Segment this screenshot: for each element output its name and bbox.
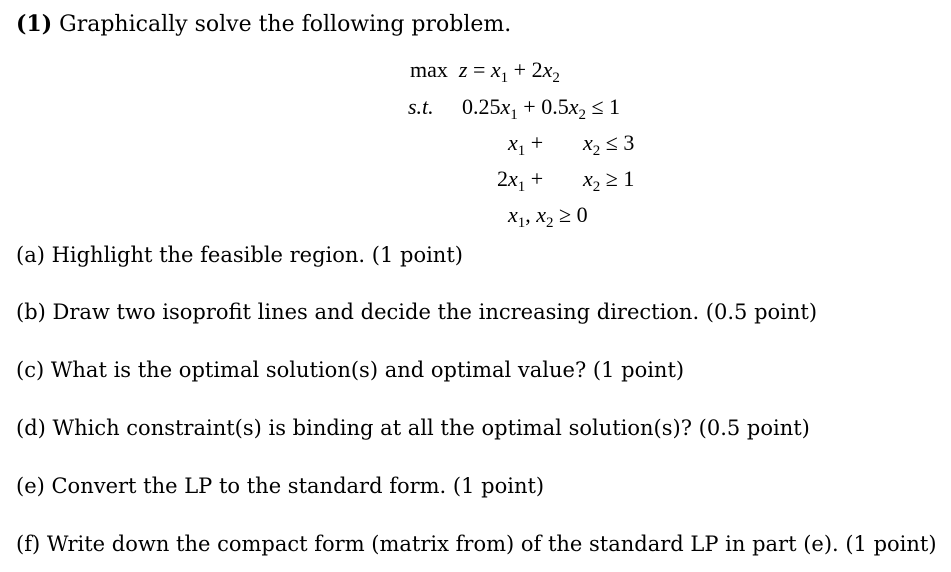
- question-a: (a) Highlight the feasible region. (1 point): [16, 243, 463, 267]
- c1-rhs: 1: [609, 94, 621, 119]
- question-e: (e) Convert the LP to the standard form. (1 point): [16, 474, 545, 498]
- max-keyword: max: [410, 57, 448, 82]
- st-label: s.t.: [408, 94, 434, 119]
- problem-statement: Graphically solve the following problem.: [59, 12, 512, 37]
- c1-x2-sub: 2: [578, 107, 586, 123]
- nn-x2: x: [536, 202, 547, 227]
- c3-coef1: 2: [497, 166, 508, 191]
- question-f: (f) Write down the compact form (matrix from) of the standard LP in part (e). (1 point): [16, 532, 937, 556]
- c1-x2: x: [568, 94, 579, 119]
- nn-x1-sub: 1: [517, 215, 526, 231]
- c2-x2: x: [583, 130, 593, 155]
- c1-x1: x: [500, 94, 511, 119]
- constraint-row-3-rhs: [583, 165, 634, 201]
- objective-coef2: 2: [531, 57, 543, 82]
- problem-number: (1): [16, 11, 53, 37]
- c3-x2-sub: 2: [592, 179, 601, 195]
- objective-x1: x: [490, 57, 501, 82]
- objective-row: [410, 56, 560, 92]
- c3-rel: ≥: [605, 166, 618, 191]
- c3-x1: x: [508, 166, 518, 191]
- c1-rel: ≤: [591, 94, 604, 119]
- c3-x2: x: [583, 166, 593, 191]
- c3-x1-sub: 1: [517, 179, 526, 195]
- nn-x1: x: [508, 202, 518, 227]
- c2-x1: x: [508, 130, 518, 155]
- c2-x2-sub: 2: [592, 143, 601, 159]
- c1-coef2: 0.5: [541, 94, 569, 119]
- nn-rel: ≥: [559, 202, 572, 227]
- objective-x1-sub: 1: [500, 70, 509, 86]
- objective-x2: x: [542, 57, 553, 82]
- c2-rel: ≤: [605, 130, 618, 155]
- objective-x2-sub: 2: [552, 70, 560, 86]
- objective-eq: =: [472, 57, 486, 82]
- nonnegativity-row: [508, 201, 588, 237]
- objective-plus: +: [513, 57, 527, 82]
- c1-coef1: 0.25: [462, 94, 501, 119]
- question-b: (b) Draw two isoprofit lines and decide the increasing direction. (0.5 point): [16, 300, 818, 324]
- c1-x1-sub: 1: [510, 107, 518, 123]
- nn-x2-sub: 2: [546, 215, 554, 231]
- c2-rhs: 3: [623, 130, 635, 155]
- nn-comma: ,: [525, 202, 531, 227]
- nn-rhs: 0: [576, 202, 588, 227]
- constraint-row-1: [462, 93, 620, 129]
- c1-plus: +: [523, 94, 536, 119]
- c3-plus: +: [530, 166, 544, 191]
- objective-var: z: [458, 57, 468, 82]
- constraint-row-3: [497, 165, 543, 201]
- c3-rhs: 1: [623, 166, 635, 191]
- question-c: (c) What is the optimal solution(s) and optimal value? (1 point): [16, 358, 685, 382]
- c2-plus: +: [530, 130, 544, 155]
- question-d: (d) Which constraint(s) is binding at all the optimal solution(s)? (0.5 point): [16, 416, 810, 440]
- constraint-row-2-rhs: [583, 129, 634, 165]
- problem-title: [16, 10, 511, 39]
- c2-x1-sub: 1: [517, 143, 526, 159]
- constraint-row-2: [508, 129, 543, 165]
